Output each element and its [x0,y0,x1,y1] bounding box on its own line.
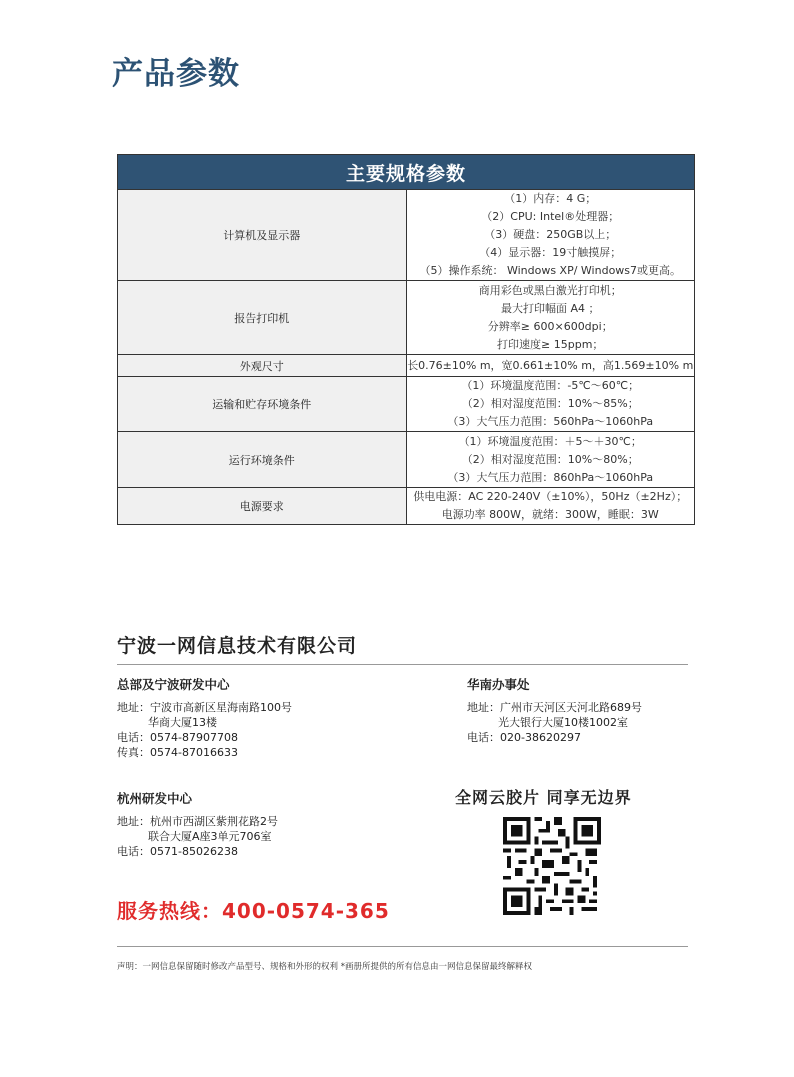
table-row [118,190,695,281]
spec-line: 最大打印幅面 A4 ； [500,301,600,315]
office-phone: 电话：0571-85026238 [117,845,238,858]
office-title: 华南办事处 [467,677,530,692]
spec-line: 长0.76±10% m，宽0.661±10% m，高1.569±10% m [407,358,694,372]
office-title: 总部及宁波研发中心 [117,677,230,692]
spec-value [406,281,695,355]
office-hangzhou [117,791,278,859]
spec-line: 打印速度≥ 15ppm； [497,337,604,351]
spec-line: （1）内存：4 G； [504,192,597,205]
spec-line: 电源功率 800W，就绪：300W，睡眠：3W [441,508,659,521]
spec-line: （2）相对湿度范围：10%～80%； [461,452,639,466]
spec-line: （3）大气压力范围：560hPa～1060hPa [447,415,654,428]
spec-label: 电源要求 [118,488,407,525]
spec-line: （2）相对湿度范围：10%～85%； [461,397,639,410]
office-title: 杭州研发中心 [117,791,193,806]
page-title: 产品参数 [112,56,240,92]
table-row [118,355,695,377]
qr-code [503,817,601,915]
office-south [467,677,642,745]
table-row [118,281,695,355]
divider [117,664,688,665]
spec-label: 外观尺寸 [118,355,407,377]
spec-line: （1）环境温度范围：-5℃～60℃； [461,379,640,392]
spec-table-header: 主要规格参数 [118,155,695,190]
spec-table [117,154,695,525]
spec-line: （2）CPU: Intel®处理器； [481,210,620,223]
spec-label: 计算机及显示器 [118,190,407,281]
spec-line: 供电电源：AC 220-240V（±10%），50Hz（±2Hz）； [413,490,688,503]
spec-value [406,488,695,525]
office-address: 地址：宁波市高新区星海南路100号 [117,701,292,714]
office-address: 地址：广州市天河区天河北路689号 [467,701,642,714]
spec-line: （3）大气压力范围：860hPa～1060hPa [447,470,654,484]
spec-line: 分辨率≥ 600×600dpi； [487,319,613,333]
divider [117,946,688,947]
slogan: 全网云胶片 同享无边界 [455,788,632,807]
spec-value [406,190,695,281]
table-row [118,432,695,488]
office-address-2: 华商大厦13楼 [148,716,217,729]
table-row [118,488,695,525]
spec-value [406,432,695,488]
spec-line: 商用彩色或黑白激光打印机； [478,283,622,297]
spec-value [406,377,695,432]
office-phone: 电话：020-38620297 [467,731,581,744]
spec-line: （3）硬盘：250GB以上； [484,228,617,241]
spec-line: （4）显示器：19寸触摸屏； [479,246,622,259]
spec-label: 报告打印机 [118,281,407,355]
office-hq [117,677,292,760]
spec-value [406,355,695,377]
service-hotline: 服务热线：400-0574-365 [117,899,390,923]
table-row [118,377,695,432]
office-phone: 电话：0574-87907708 [117,731,238,744]
office-fax: 传真：0574-87016633 [117,746,238,759]
spec-label: 运输和贮存环境条件 [118,377,407,432]
office-address-2: 光大银行大厦10楼1002室 [498,716,628,729]
spec-label: 运行环境条件 [118,432,407,488]
footer-disclaimer: 声明：一网信息保留随时修改产品型号、规格和外形的权利 *画册所提供的所有信息由一网信息保留最终解释权 [117,962,532,972]
office-address-2: 联合大厦A座3单元706室 [148,830,272,843]
spec-line: （5）操作系统： Windows XP/ Windows7或更高。 [419,264,682,277]
company-name: 宁波一网信息技术有限公司 [117,635,358,657]
spec-line: （1）环境温度范围：＋5～＋30℃； [458,434,642,448]
office-address: 地址：杭州市西湖区紫荆花路2号 [117,815,278,828]
